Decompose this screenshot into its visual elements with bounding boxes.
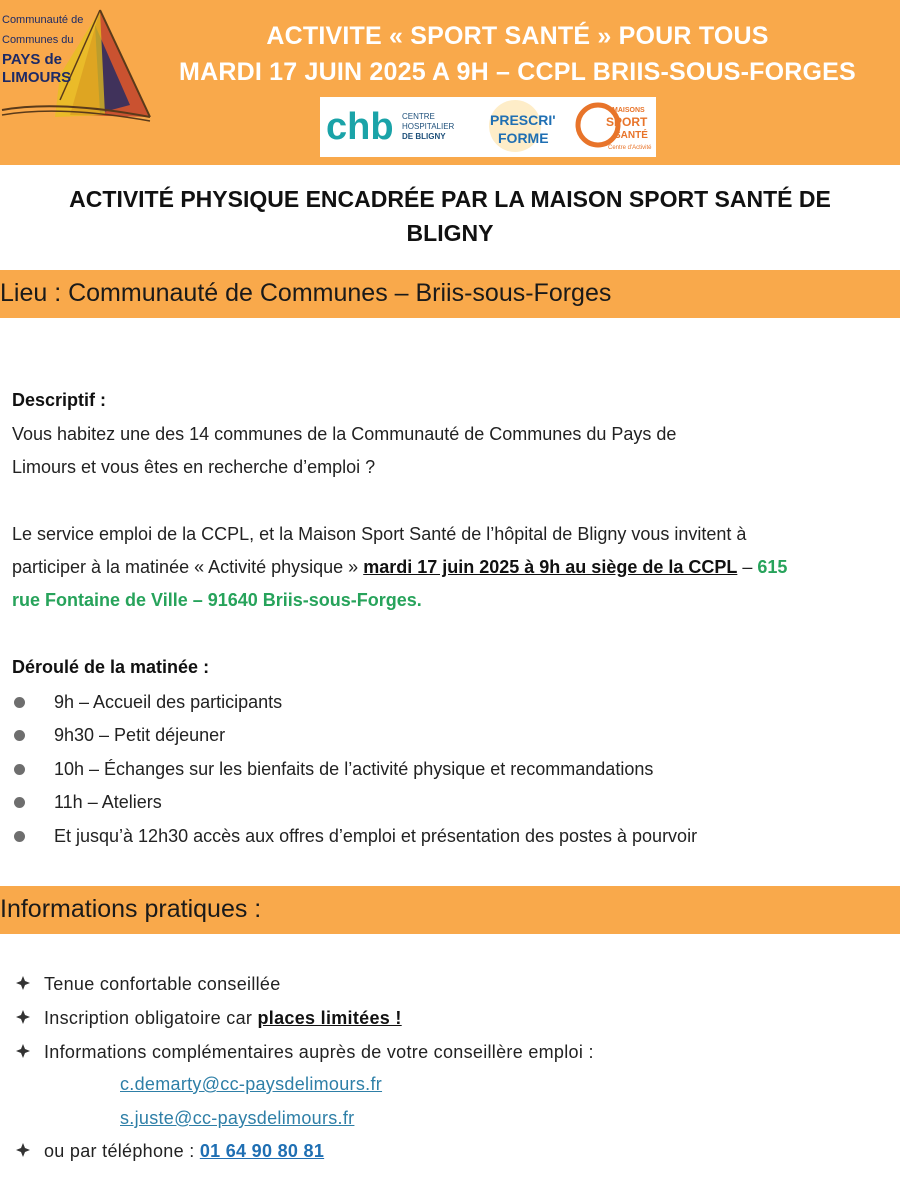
descriptif-line-4-sep: – bbox=[737, 557, 758, 577]
mss-text-4: Centre d'Activité bbox=[608, 145, 652, 151]
descriptif-line-4-pre: participer à la matinée « Activité physique » bbox=[12, 557, 364, 577]
info-item-text: Tenue confortable conseillée bbox=[44, 974, 281, 994]
diamond-bullet-icon bbox=[12, 1006, 34, 1028]
list-item-text: 11h – Ateliers bbox=[54, 792, 162, 812]
deroule-title: Déroulé de la matinée : bbox=[12, 657, 210, 677]
mss-text-3: SANTÉ bbox=[614, 130, 648, 141]
address-line: rue Fontaine de Ville – 91640 Briis-sous-Forges. bbox=[12, 590, 422, 610]
prescri-text-1: PRESCRI' bbox=[490, 112, 556, 128]
logo-line-4: LIMOURS bbox=[2, 69, 72, 86]
phone-link[interactable]: 01 64 90 80 81 bbox=[199, 1141, 325, 1161]
list-item-text: 9h – Accueil des participants bbox=[54, 692, 283, 712]
list-item bbox=[14, 721, 894, 754]
descriptif-line-1: Vous habitez une des 14 communes de la Communauté de Communes du Pays de bbox=[12, 424, 677, 444]
location-text: Lieu : Communauté de Communes – Briis-sous-Forges bbox=[0, 279, 612, 307]
infos-title: Informations pratiques : bbox=[0, 895, 262, 923]
partner-logos bbox=[320, 97, 656, 157]
logo-line-1: Communauté de bbox=[2, 14, 84, 26]
info-item-text bbox=[44, 1004, 402, 1032]
email-link-demarty[interactable]: c.demarty@cc-paysdelimours.fr bbox=[120, 1074, 383, 1094]
descriptif-title: Descriptif : bbox=[12, 390, 107, 410]
info-item-text-pre: Inscription obligatoire car bbox=[44, 1008, 258, 1028]
info-item bbox=[12, 1038, 892, 1071]
bullet-icon bbox=[14, 730, 25, 741]
main-title bbox=[20, 182, 880, 250]
mss-text-2: SPORT bbox=[606, 115, 648, 129]
bullet-icon bbox=[14, 764, 25, 775]
diamond-bullet-icon bbox=[12, 972, 34, 994]
header-title-line-1: ACTIVITE « SPORT SANTÉ » POUR TOUS bbox=[266, 22, 769, 50]
list-item bbox=[14, 822, 894, 855]
chb-text-2: HOSPITALIER bbox=[402, 122, 455, 131]
header-banner bbox=[0, 0, 900, 165]
location-band bbox=[0, 270, 900, 318]
info-item bbox=[12, 970, 892, 1003]
logo-line-3: PAYS de bbox=[2, 51, 63, 68]
list-item bbox=[14, 755, 894, 788]
places-limitees-highlight: places limitées ! bbox=[257, 1008, 402, 1028]
info-item-text bbox=[44, 1137, 324, 1165]
phone-label: ou par téléphone : bbox=[44, 1141, 200, 1161]
partner-logos-graphic bbox=[320, 97, 656, 157]
bullet-icon bbox=[14, 697, 25, 708]
ccpl-logo bbox=[0, 5, 155, 123]
bullet-icon bbox=[14, 831, 25, 842]
main-title-line-2: BLIGNY bbox=[406, 220, 494, 246]
event-date-highlight: mardi 17 juin 2025 à 9h au siège de la CCPL bbox=[363, 557, 738, 577]
descriptif-line-3: Le service emploi de la CCPL, et la Maison Sport Santé de l’hôpital de Bligny vous invitent à bbox=[12, 524, 747, 544]
list-item bbox=[14, 788, 894, 821]
descriptif-line-4 bbox=[12, 551, 892, 584]
prescri-text-2: FORME bbox=[498, 130, 549, 146]
bullet-icon bbox=[14, 797, 25, 808]
list-item-text: 10h – Échanges sur les bienfaits de l’activité physique et recommandations bbox=[54, 759, 654, 779]
list-item-text: 9h30 – Petit déjeuner bbox=[54, 725, 226, 745]
mss-text-1: MAISONS bbox=[612, 107, 645, 114]
list-item bbox=[14, 688, 894, 721]
diamond-bullet-icon bbox=[12, 1040, 34, 1062]
infos-band bbox=[0, 886, 900, 934]
info-item bbox=[12, 1137, 892, 1170]
info-item bbox=[12, 1004, 892, 1037]
header-title-line-2: MARDI 17 JUIN 2025 A 9H – CCPL BRIIS-SOUS-FORGES bbox=[179, 58, 856, 86]
main-title-line-1: ACTIVITÉ PHYSIQUE ENCADRÉE PAR LA MAISON SPORT SANTÉ DE bbox=[69, 186, 831, 212]
info-item-text: Informations complémentaires auprès de votre conseillère emploi : bbox=[44, 1042, 594, 1062]
address-start: 615 bbox=[757, 557, 788, 577]
email-link-juste[interactable]: s.juste@cc-paysdelimours.fr bbox=[120, 1108, 355, 1128]
chb-text-1: CENTRE bbox=[402, 112, 435, 121]
logo-line-2: Communes du bbox=[2, 34, 74, 46]
descriptif-line-2: Limours et vous êtes en recherche d’emploi ? bbox=[12, 457, 376, 477]
chb-text-3: DE BLIGNY bbox=[402, 132, 446, 141]
chb-logo-mark: chb bbox=[326, 106, 394, 148]
diamond-bullet-icon bbox=[12, 1139, 34, 1161]
list-item-text: Et jusqu’à 12h30 accès aux offres d’emploi et présentation des postes à pourvoir bbox=[54, 826, 698, 846]
